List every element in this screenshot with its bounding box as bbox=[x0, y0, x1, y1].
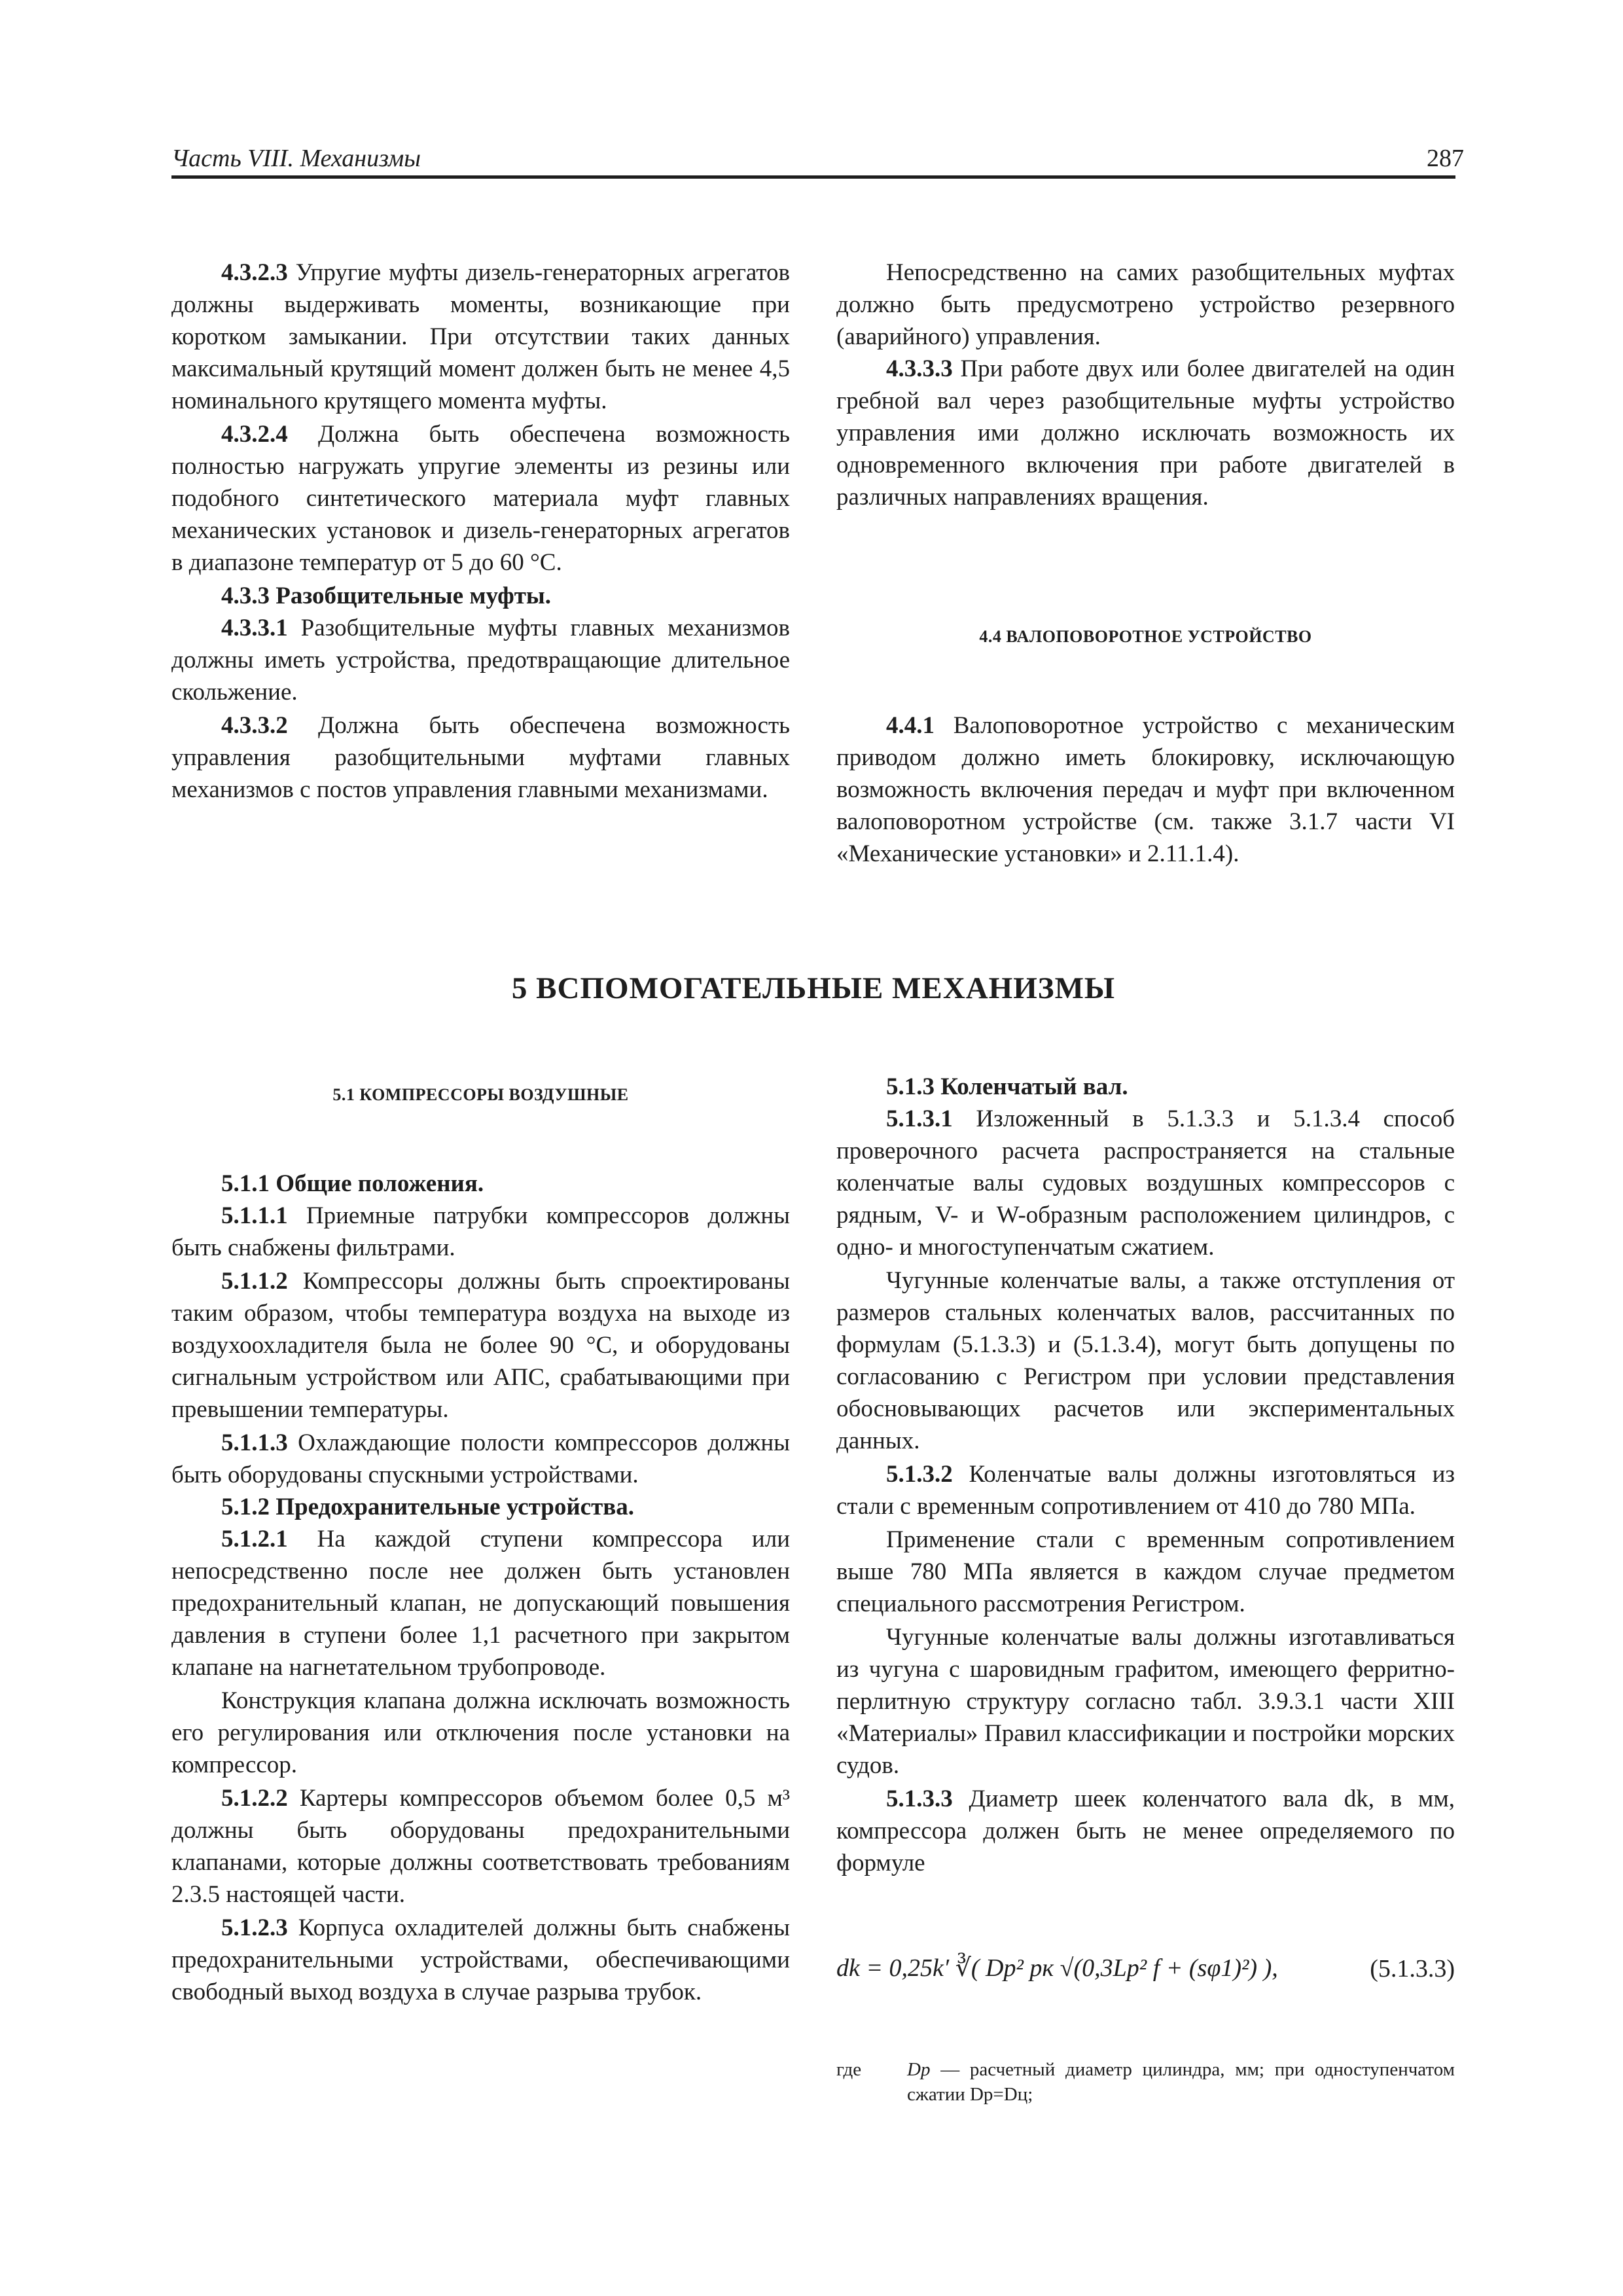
paragraph: 4.3.3.3 При работе двух или более двигателей на один гребной вал через разобщительные муфты устройство управления ими должно исключать возможность их одновременного включения при работе двигателей в различных направлениях вращения. bbox=[836, 355, 1455, 511]
paragraph: 4.3.2.4 Должна быть обеспечена возможность полностью нагружать упругие элементы из резины или подобного синтетического материала муфт главных механических установок и дизель-генераторных агрегатов в диапазоне температур от 5 до 60 °С. bbox=[171, 421, 790, 576]
paragraph: 5.1.2.2 Картеры компрессоров объемом более 0,5 м³ должны быть оборудованы предохранительными клапанами, которые должны соответствовать требованиям 2.3.5 настоящей части. bbox=[171, 1785, 791, 1908]
paragraph: Непосредственно на самих разобщительных муфтах должно быть предусмотрено устройство резервного (аварийного) управления. bbox=[836, 259, 1455, 350]
paragraph: 5.1.2.1 На каждой ступени компрессора или непосредственно после нее должен быть установлен предохранительный клапан, не допускающий повышения давления в ступени более 1,1 расчетного при закрытом клапане на нагнетательном трубопроводе. bbox=[171, 1526, 791, 1681]
paragraph: 4.3.3.2 Должна быть обеспечена возможность управления разобщительными муфтами главных механизмов с постов управления главными механизмами. bbox=[171, 712, 790, 803]
paragraph: Конструкция клапана должна исключать возможность его регулирования или отключения после установки на компрессор. bbox=[171, 1687, 790, 1778]
formula-number: (5.1.3.3) bbox=[1370, 1955, 1455, 1982]
formula-expression: dk = 0,25k′ ∛( Dp² pк √(0,3Lp² f + (sφ1)²) ), bbox=[836, 1954, 1278, 1982]
right-column-top bbox=[836, 257, 1455, 513]
paragraph: 5.1.3.1 Изложенный в 5.1.3.3 и 5.1.3.4 способ проверочного расчета распространяется на стальные коленчатые валы судовых воздушных компрессоров с рядным, V- и W-образным расположением цилиндров, с одно- и многоступенчатым сжатием. bbox=[836, 1105, 1455, 1261]
paragraph: Чугунные коленчатые валы должны изготавливаться из чугуна с шаровидным графитом, имеющего ферритно-перлитную структуру согласно табл. 3.9.3.1 части XIII «Материалы» Правил классификации и постройки морских судов. bbox=[836, 1624, 1455, 1779]
paragraph: 5.1.3.3 Диаметр шеек коленчатого вала dk, в мм, компрессора должен быть не менее определяемого по формуле bbox=[836, 1785, 1455, 1876]
subsection-heading: 5.1.2 Предохранительные устройства. bbox=[221, 1494, 634, 1520]
paragraph: Применение стали с временным сопротивлением выше 780 МПа является в каждом случае предметом специального рассмотрения Регистром. bbox=[836, 1526, 1455, 1617]
subsection-heading: 5.1.3 Коленчатый вал. bbox=[886, 1073, 1128, 1100]
paragraph: 4.3.3.1 Разобщительные муфты главных механизмов должны иметь устройства, предотвращающие длительное скольжение. bbox=[171, 615, 790, 706]
section-heading-5-1: 5.1 КОМПРЕССОРЫ ВОЗДУШНЫЕ bbox=[332, 1085, 629, 1104]
right-column-4-4-1 bbox=[836, 709, 1455, 870]
header-divider bbox=[171, 175, 1455, 179]
section-heading-4-4: 4.4 ВАЛОПОВОРОТНОЕ УСТРОЙСТВО bbox=[979, 627, 1312, 646]
paragraph: 5.1.2.3 Корпуса охладителей должны быть снабжены предохранительными устройствами, обеспечивающими свободный выход воздуха в случае разрыва трубок. bbox=[171, 1914, 791, 2005]
paragraph: Чугунные коленчатые валы, а также отступления от размеров стальных коленчатых валов, рассчитанных по формулам (5.1.3.3) и (5.1.3.4), могут быть допущены по согласованию с Регистром при условии представления обосновывающих расчетов или экспериментальных данных. bbox=[836, 1267, 1455, 1454]
paragraph: 4.3.2.3 Упругие муфты дизель-генераторных агрегатов должны выдерживать моменты, возникающие при коротком замыкании. При отсутствии таких данных максимальный крутящий момент должен быть не менее 4,5 номинального крутящего момента муфты. bbox=[171, 259, 790, 414]
formula-5-1-3-3 bbox=[836, 1940, 1455, 1999]
right-column-bottom bbox=[836, 1071, 1455, 1879]
subsection-heading: 4.3.3 Разобщительные муфты. bbox=[221, 583, 552, 609]
running-header-title: Часть VIII. Механизмы bbox=[171, 145, 421, 172]
legend-definition: Dp — расчетный диаметр цилиндра, мм; при одноступенчатом сжатии Dp=Dц; bbox=[907, 2059, 1455, 2105]
paragraph: 5.1.1.2 Компрессоры должны быть спроектированы таким образом, чтобы температура воздуха на выходе из воздухоохладителя была не более 90 °С, и оборудованы сигнальным устройством или АПС, срабатывающими при превышении температуры. bbox=[171, 1268, 790, 1423]
paragraph: 4.4.1 Валоповоротное устройство с механическим приводом должно иметь блокировку, исключающую возможность включения передач и муфт при включенном валоповоротном устройстве (см. также 3.1.7 части VI «Механические установки» и 2.11.1.4). bbox=[836, 712, 1455, 867]
left-column-bottom bbox=[171, 1168, 790, 2008]
paragraph: 5.1.1.1 Приемные патрубки компрессоров должны быть снабжены фильтрами. bbox=[171, 1202, 790, 1261]
page-number: 287 bbox=[1427, 145, 1464, 172]
paragraph: 5.1.3.2 Коленчатые валы должны изготовляться из стали с временным сопротивлением от 410 до 780 МПа. bbox=[836, 1461, 1455, 1520]
subsection-heading: 5.1.1 Общие положения. bbox=[221, 1170, 484, 1197]
paragraph: 5.1.1.3 Охлаждающие полости компрессоров должны быть оборудованы спускными устройствами. bbox=[171, 1429, 791, 1488]
left-column-top bbox=[171, 257, 790, 806]
legend-where: где bbox=[836, 2059, 862, 2080]
chapter-title: 5 ВСПОМОГАТЕЛЬНЫЕ МЕХАНИЗМЫ bbox=[511, 971, 1116, 1005]
